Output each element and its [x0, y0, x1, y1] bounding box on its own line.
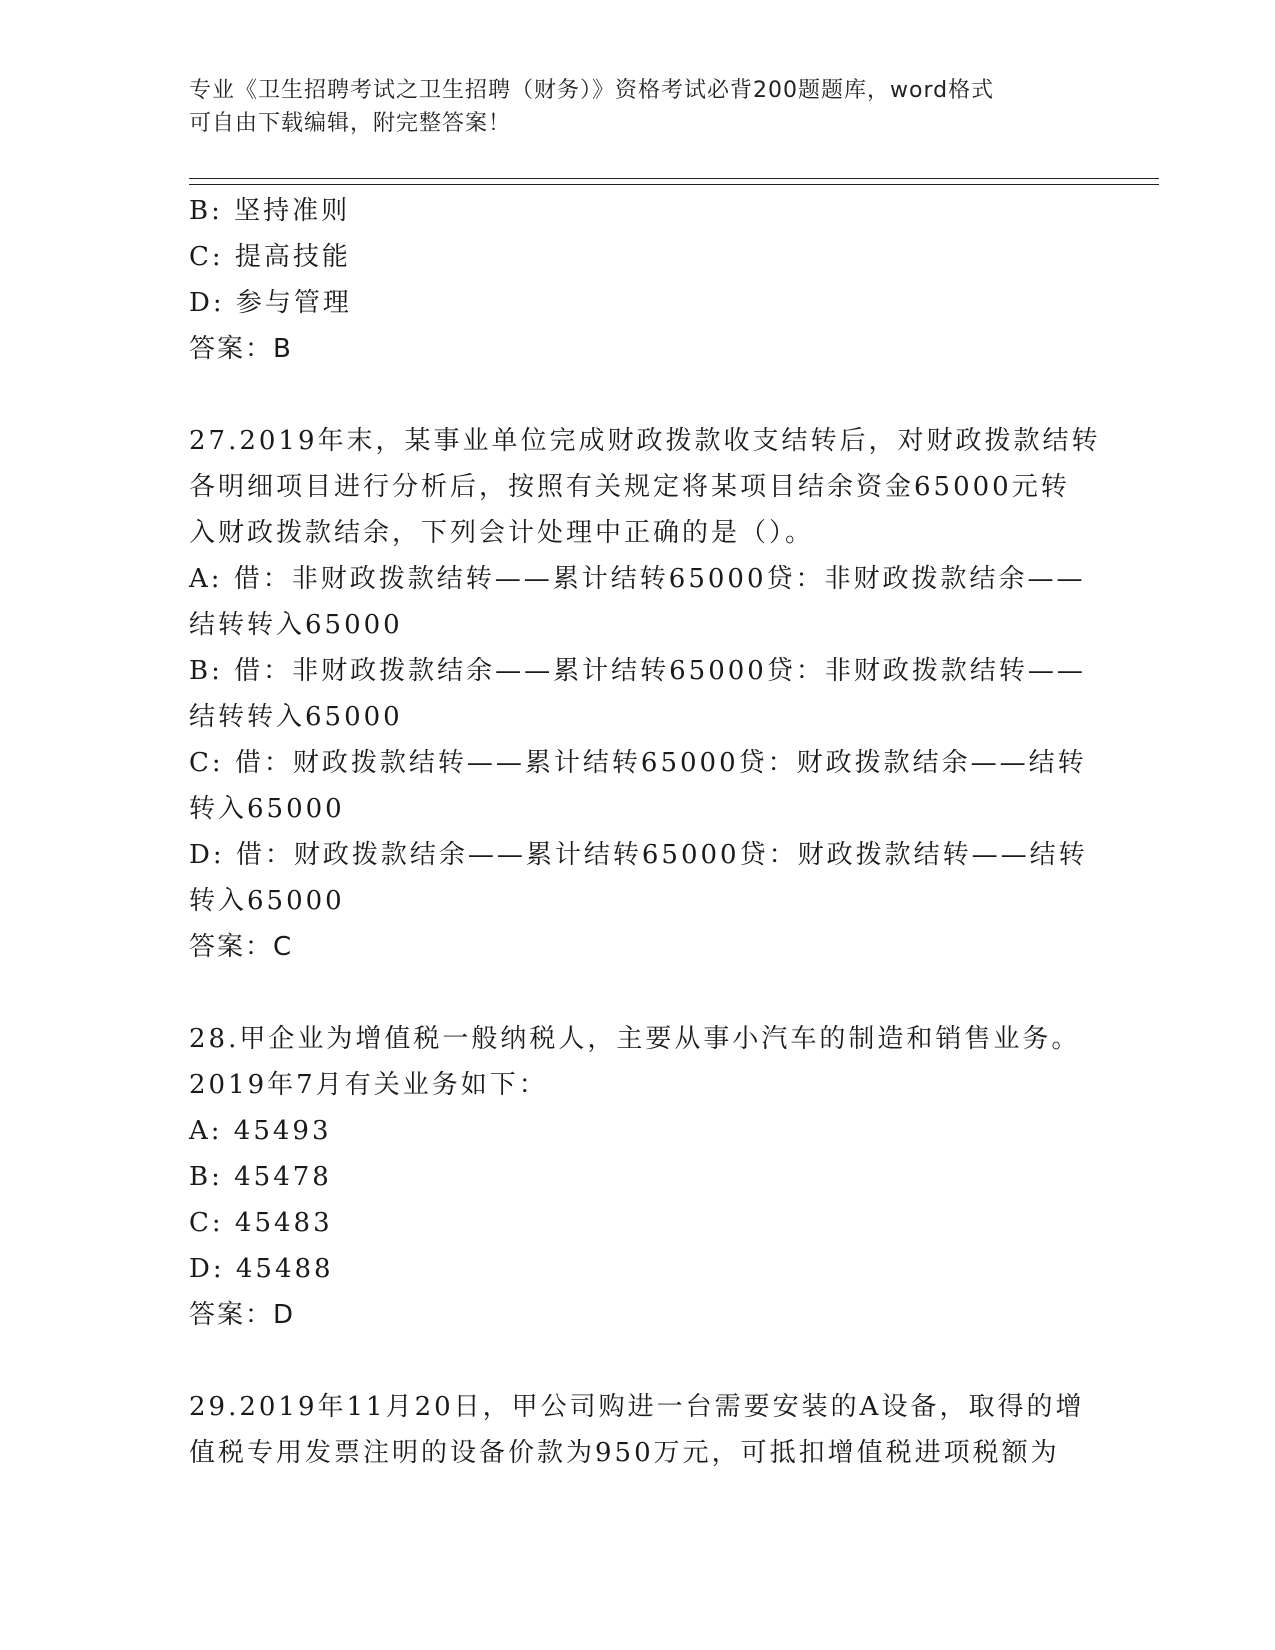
q27-option-b-line1: B: 借：非财政拨款结余——累计结转65000贷：非财政拨款结转——	[189, 656, 1086, 686]
q29-stem-line1: 29.2019年11月20日，甲公司购进一台需要安装的A设备，取得的增	[189, 1392, 1085, 1422]
q28-option-c: C: 45483	[189, 1208, 333, 1238]
q28-option-a: A: 45493	[189, 1116, 332, 1146]
spacer	[189, 372, 1089, 418]
header-title-line1: 专业《卫生招聘考试之卫生招聘（财务）》资格考试必背200题题库，word格式	[189, 78, 995, 103]
q27-option-b-line2: 结转转入65000	[189, 702, 403, 732]
header-rule-bottom	[189, 184, 1159, 185]
q26-option-c: C: 提高技能	[189, 242, 351, 272]
q27-option-c-line2: 转入65000	[189, 794, 345, 824]
q28-stem-line2: 2019年7月有关业务如下：	[189, 1070, 548, 1100]
q28-option-b: B: 45478	[189, 1162, 332, 1192]
q28-answer: 答案：D	[189, 1300, 296, 1330]
q27-option-d-line1: D: 借：财政拨款结余——累计结转65000贷：财政拨款结转——结转	[189, 840, 1088, 870]
q27-option-a-line2: 结转转入65000	[189, 610, 403, 640]
q27-stem-line1: 27.2019年末，某事业单位完成财政拨款收支结转后，对财政拨款结转	[189, 426, 1101, 456]
q27-answer: 答案：C	[189, 932, 294, 962]
q27-stem-line2: 各明细项目进行分析后，按照有关规定将某项目结余资金65000元转	[189, 472, 1070, 502]
q26-option-d: D: 参与管理	[189, 288, 352, 318]
header-rule-top	[189, 178, 1159, 179]
q26-option-b: B: 坚持准则	[189, 196, 351, 226]
header-title-line2: 可自由下载编辑，附完整答案！	[189, 111, 512, 136]
q29-stem-line2: 值税专用发票注明的设备价款为950万元，可抵扣增值税进项税额为	[189, 1438, 1060, 1468]
document-body	[189, 188, 1101, 1476]
spacer	[189, 1338, 1089, 1384]
q27-option-c-line1: C: 借：财政拨款结转——累计结转65000贷：财政拨款结余——结转	[189, 748, 1087, 778]
q26-answer: 答案：B	[189, 334, 293, 364]
document-header	[189, 74, 1069, 140]
q28-stem-line1: 28.甲企业为增值税一般纳税人，主要从事小汽车的制造和销售业务。	[189, 1024, 1081, 1054]
q28-option-d: D: 45488	[189, 1254, 334, 1284]
q27-option-d-line2: 转入65000	[189, 886, 345, 916]
spacer	[189, 970, 1089, 1016]
q27-stem-line3: 入财政拨款结余，下列会计处理中正确的是（）。	[189, 518, 815, 548]
q27-option-a-line1: A: 借：非财政拨款结转——累计结转65000贷：非财政拨款结余——	[189, 564, 1086, 594]
